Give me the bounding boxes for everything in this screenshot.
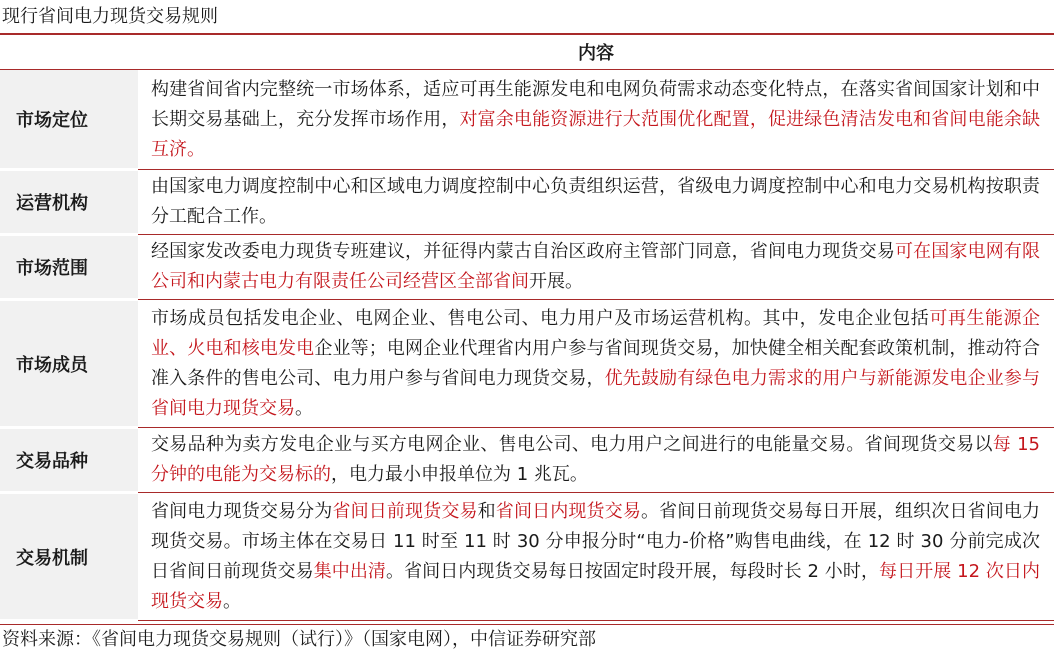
highlighted-text: 每 15 分钟的电能为交易标的 xyxy=(151,434,1040,485)
table-row xyxy=(0,170,1054,235)
table-header-row xyxy=(0,35,1054,70)
row-content xyxy=(138,170,1054,235)
row-label: 市场定位 xyxy=(0,70,138,170)
highlighted-text: 省间日前现货交易 xyxy=(332,500,478,522)
body-text: ，电力最小申报单位为 1 兆瓦。 xyxy=(331,464,588,485)
body-text: 开展。 xyxy=(529,271,583,292)
highlighted-text: 省间日内现货交易 xyxy=(495,500,641,522)
body-text: 。 xyxy=(295,397,313,419)
table-row xyxy=(0,235,1054,300)
body-text: 省间电力现货交易分为 xyxy=(151,500,333,522)
body-text: 交易品种为卖方发电企业与买方电网企业、售电公司、电力用户之间进行的电能量交易。省间现货交易以 xyxy=(151,434,993,455)
row-label: 市场成员 xyxy=(0,300,138,428)
highlighted-text: 优先鼓励有绿色电力需求的用户与新能源发电企业参与省间电力现货交易 xyxy=(151,367,1041,419)
bottom-divider xyxy=(0,624,1054,625)
table-row xyxy=(0,300,1054,428)
body-text: 市场成员包括发电企业、电网企业、售电公司、电力用户及市场运营机构。其中，发电企业包括 xyxy=(151,307,930,329)
row-label: 交易机制 xyxy=(0,493,138,621)
highlighted-text: 可再生能源企业、火电和核电发电 xyxy=(151,307,1041,359)
row-content xyxy=(138,300,1054,428)
highlighted-text: 可在国家电网有限公司和内蒙古电力有限责任公司经营区全部省间 xyxy=(151,241,1041,292)
body-text: 由国家电力调度控制中心和区域电力调度控制中心负责组织运营，省级电力调度控制中心和电力交易机构按职责分工配合工作。 xyxy=(151,176,1040,227)
body-text: 构建省间省内完整统一市场体系，适应可再生能源发电和电网负荷需求动态变化特点，在落实省间国家计划和中长期交易基础上，充分发挥市场作用， xyxy=(151,78,1040,130)
body-text: 和 xyxy=(477,500,496,522)
table-row xyxy=(0,70,1054,170)
body-text: 企业等；电网企业代理省内用户参与省间现货交易，加快健全相关配套政策机制，推动符合准入条件的售电公司、电力用户参与省间电力现货交易， xyxy=(151,337,1040,389)
rules-table xyxy=(0,35,1054,622)
table-row xyxy=(0,428,1054,493)
highlighted-text: 对富余电能资源进行大范围优化配置，促进绿色清洁发电和省间电能余缺互济。 xyxy=(151,108,1041,160)
body-text: 。 xyxy=(223,590,241,612)
highlighted-text: 每日开展 12 次日内现货交易 xyxy=(151,560,1040,612)
row-content xyxy=(138,493,1054,621)
row-label: 交易品种 xyxy=(0,428,138,493)
page-title: 现行省间电力现货交易规则 xyxy=(2,6,218,27)
row-content xyxy=(138,428,1054,493)
row-label: 运营机构 xyxy=(0,170,138,235)
body-text: 经国家发改委电力现货专班建议，并征得内蒙古自治区政府主管部门同意，省间电力现货交易 xyxy=(151,241,895,262)
header-cell-category xyxy=(0,35,138,70)
table-row xyxy=(0,493,1054,621)
body-text: 。省间日前现货交易每日开展，组织次日省间电力现货交易。市场主体在交易日 11 时至 11 时 30 分申报分时“电力-价格”购售电曲线，在 12 时 30 分前完成次日省间日前现货交易 xyxy=(151,500,1041,582)
source-note: 资料来源：《省间电力现货交易规则（试行）》（国家电网），中信证券研究部 xyxy=(2,629,596,650)
body-text: 。省间日内现货交易每日按固定时段开展，每段时长 2 小时， xyxy=(386,560,880,582)
highlighted-text: 集中出清 xyxy=(313,560,386,582)
row-content xyxy=(138,70,1054,170)
row-label: 市场范围 xyxy=(0,235,138,300)
header-cell-content: 内容 xyxy=(138,35,1054,70)
row-content xyxy=(138,235,1054,300)
